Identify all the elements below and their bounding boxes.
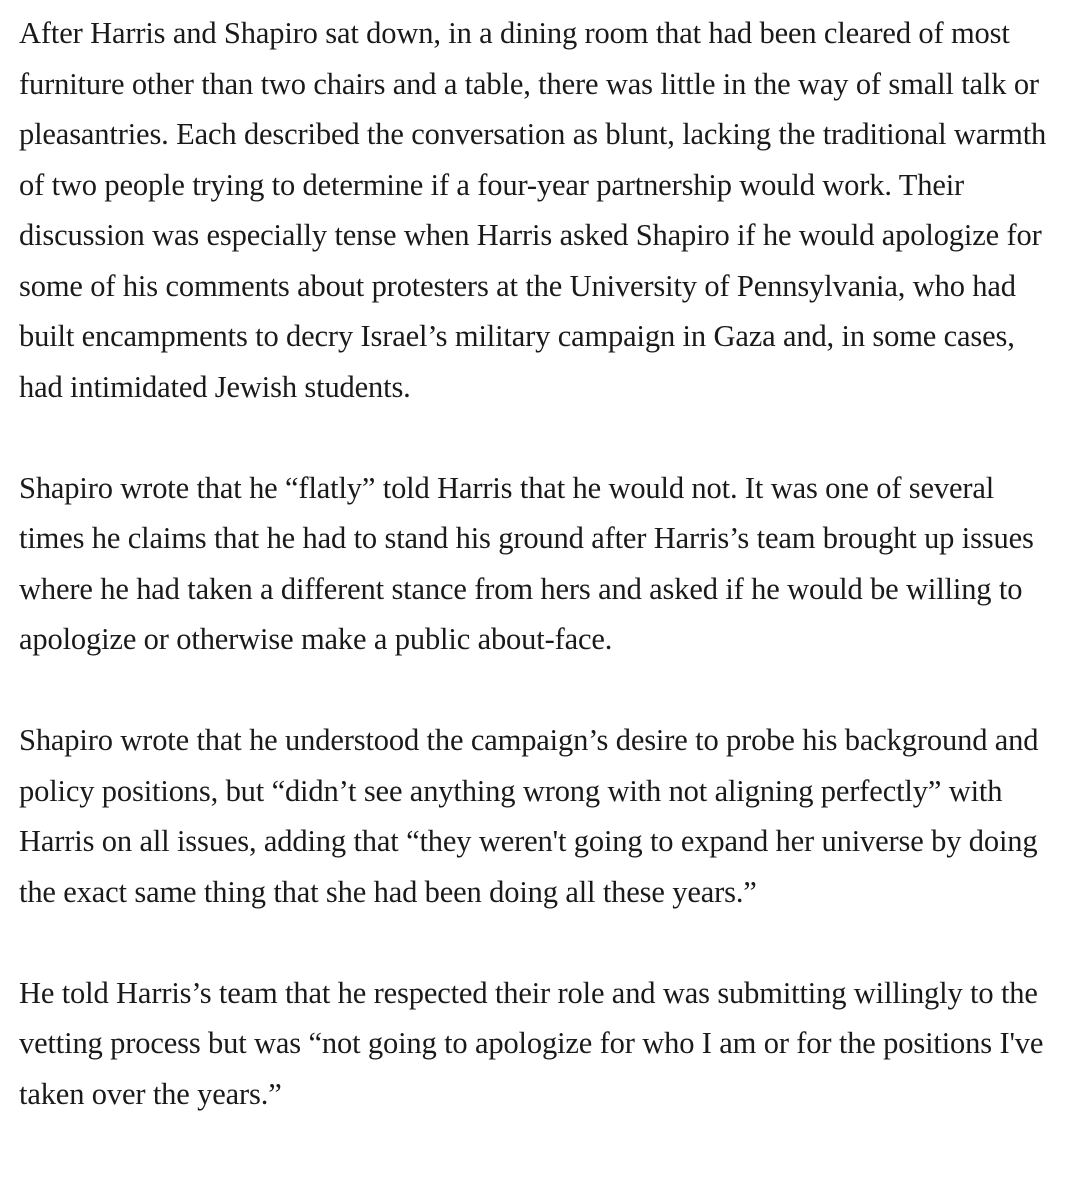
article-paragraph-1: After Harris and Shapiro sat down, in a dining room that had been cleared of most furniture other than two chairs and a table, there was little in the way of small talk or pleasantries. Each described the conversation as blunt, lacking the traditional warmth of two people trying to determine if a four-year partnership would work. Their discussion was especially tense when Harris asked Shapiro if he would apologize for some of his comments about protesters at the University of Pennsylvania, who had built encampments to decry Israel’s military campaign in Gaza and, in some cases, had intimidated Jewish students. [19, 16, 1047, 404]
article-body [19, 8, 1059, 1119]
article-paragraph-3: Shapiro wrote that he understood the campaign’s desire to probe his background and policy positions, but “didn’t see anything wrong with not aligning perfectly” with Harris on all issues, adding that “they weren't going to expand her universe by doing the exact same thing that she had been doing all these years.” [19, 723, 1039, 909]
article-paragraph-2: Shapiro wrote that he “flatly” told Harris that he would not. It was one of several times he claims that he had to stand his ground after Harris’s team brought up issues where he had taken a different stance from hers and asked if he would be willing to apologize or otherwise make a public about-face. [19, 470, 1034, 656]
article-paragraph-4: He told Harris’s team that he respected their role and was submitting willingly to the vetting process but was “not going to apologize for who I am or for the positions I've taken over the years.” [19, 975, 1044, 1111]
